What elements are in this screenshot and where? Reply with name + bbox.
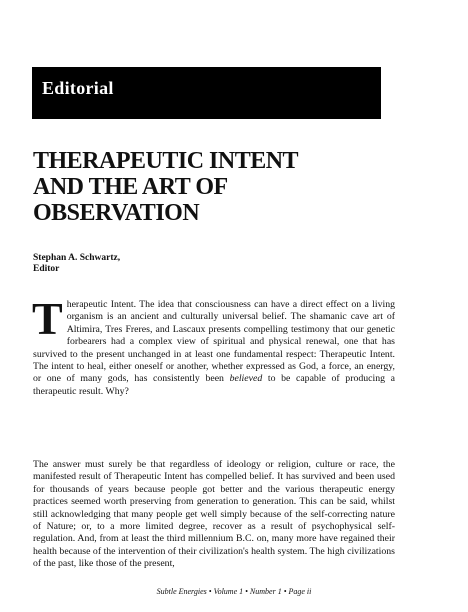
- emphasis-text: believed: [229, 373, 263, 385]
- paragraph-1: [32, 293, 395, 398]
- section-label: Editorial: [42, 78, 114, 98]
- section-banner: [32, 67, 381, 119]
- author-byline: [33, 253, 120, 275]
- title-line: THERAPEUTIC INTENT: [33, 148, 299, 174]
- page-footer: Subtle Energies • Volume 1 • Number 1 • Page ii: [156, 587, 312, 596]
- article-title: [33, 148, 393, 226]
- paragraph-2: The answer must surely be that regardless of ideology or religion, culture or race, the manifested result of Therapeutic Intent has compelled belief. It has survived and been used for thousands of years because people got better and the various therapeutic energy practices seemed worth preserving from generation to generation. This can be said, whilst still acknowledging that many people get well simply because of the self-correcting nature of Nature; or, to a more limited degree, recover as a result of psychophysical self-regulation. And, from at least the third millennium B.C. on, many more have regained their health because of the intervention of their civilization's health system. The high civilizations of the past, like those of the present,: [33, 459, 395, 570]
- paragraph-text: herapeutic Intent. The idea that consciousness can have a direct effect on a living organism is an ancient and culturally universal belief. The shamanic cave art of Altimira, Tres Freres, and Lascaux presents compelling testimony that our genetic forbearers had a complex view of spiritual and physical renewal, one that has survived to the present unchanged in at least one fundamental respect: Therapeutic Intent. The intent to heal, either oneself or another, whether expressed as God, a force, an energy, or one of many gods, has consistently been: [33, 299, 395, 385]
- author-name: Stephan A. Schwartz,: [33, 253, 121, 263]
- title-line: AND THE ART OF: [33, 174, 228, 200]
- drop-cap: T: [32, 293, 63, 344]
- author-role: Editor: [33, 264, 60, 274]
- title-line: OBSERVATION: [33, 200, 200, 226]
- paragraph-text: to be capable of producing a therapeutic result. Why?: [33, 373, 395, 397]
